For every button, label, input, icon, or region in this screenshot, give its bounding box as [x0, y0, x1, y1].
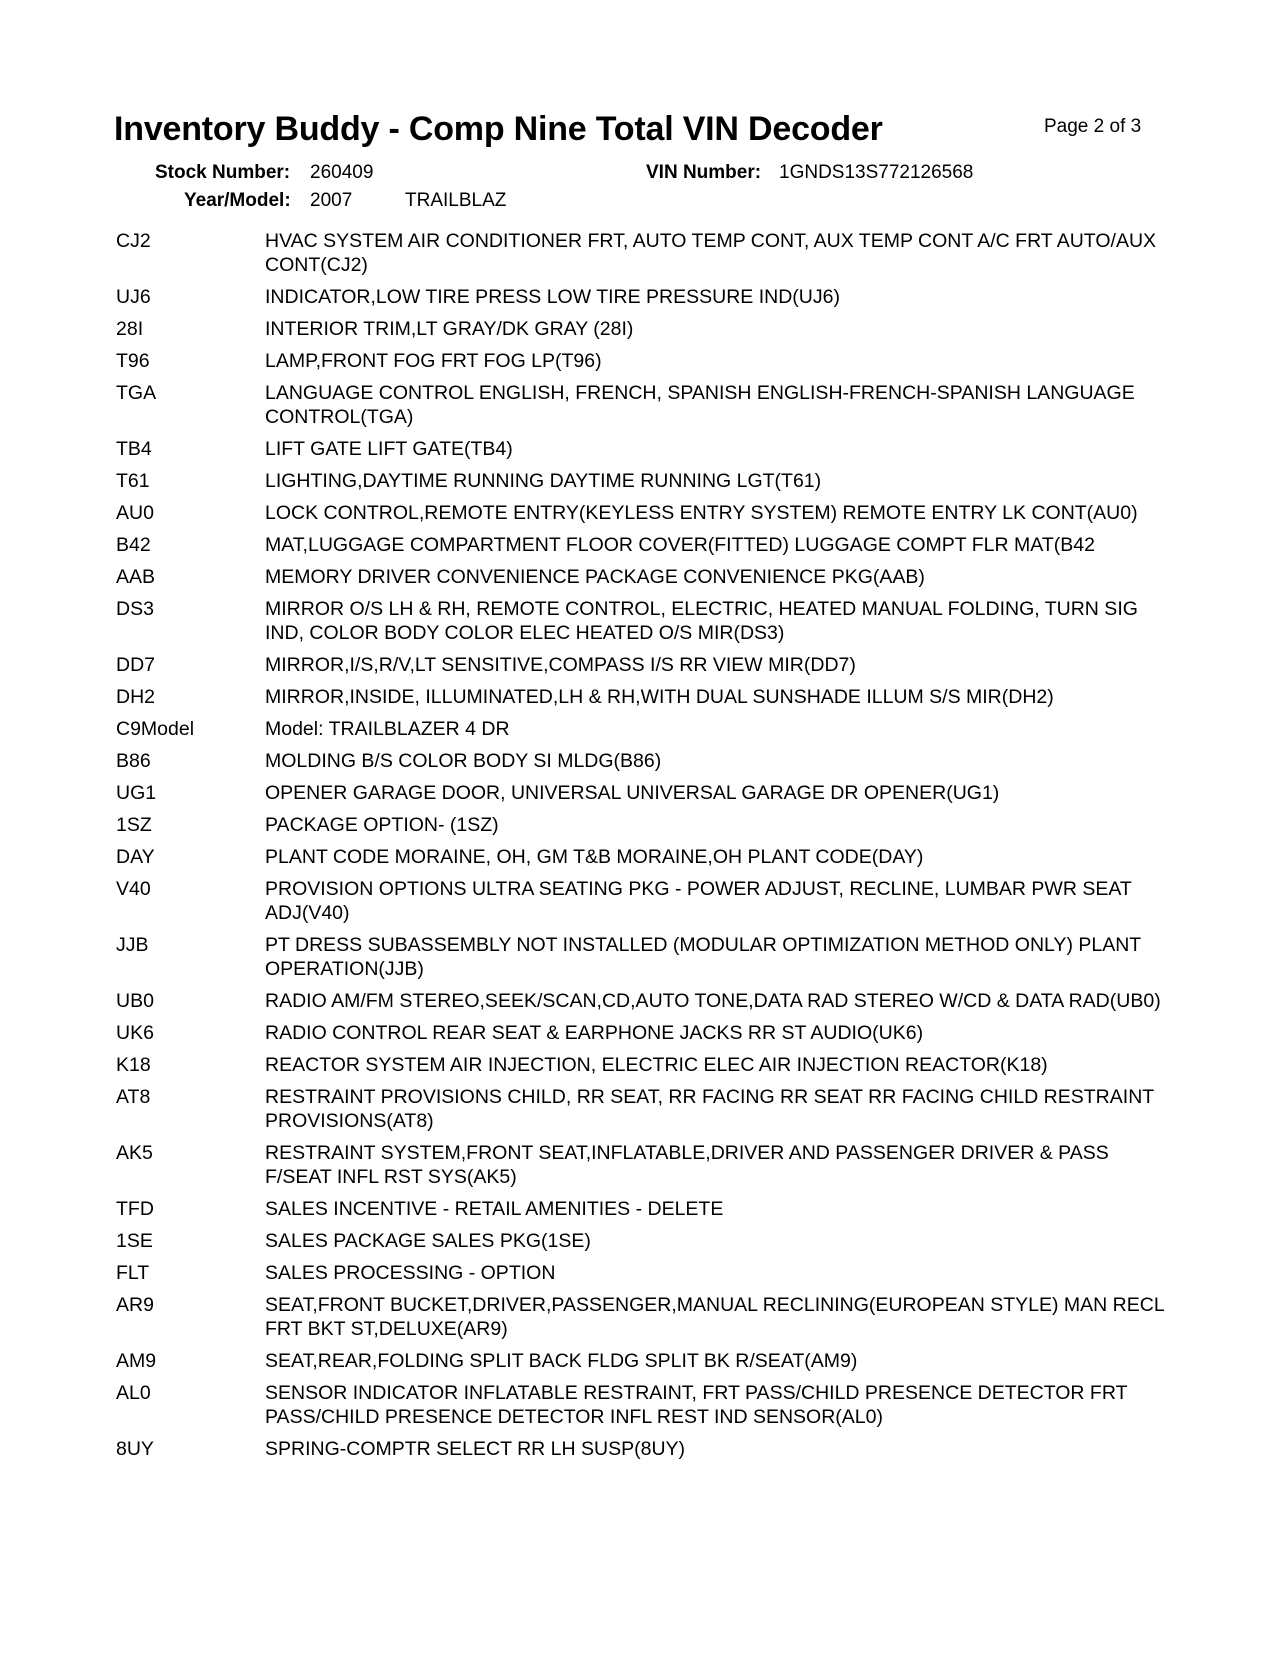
option-row [116, 229, 1176, 277]
option-code: T61 [116, 470, 150, 492]
stock-number-value: 260409 [310, 162, 374, 183]
option-code: DD7 [116, 654, 156, 676]
option-row [116, 533, 1176, 557]
option-row [116, 285, 1176, 309]
option-description: PROVISION OPTIONS ULTRA SEATING PKG - POWER ADJUST, RECLINE, LUMBAR PWR SEAT ADJ(V40) [265, 878, 1132, 924]
year-model-label: Year/Model: [184, 190, 291, 211]
option-row [116, 933, 1176, 981]
option-description: MIRROR,I/S,R/V,LT SENSITIVE,COMPASS I/S RR VIEW MIR(DD7) [265, 654, 856, 676]
option-row [116, 1197, 1176, 1221]
option-row [116, 437, 1176, 461]
option-description: OPENER GARAGE DOOR, UNIVERSAL UNIVERSAL GARAGE DR OPENER(UG1) [265, 782, 1000, 804]
option-row [116, 1021, 1176, 1045]
option-row [116, 877, 1176, 925]
option-code: AL0 [116, 1382, 151, 1404]
option-description: PLANT CODE MORAINE, OH, GM T&B MORAINE,OH PLANT CODE(DAY) [265, 846, 924, 868]
option-code: T96 [116, 350, 150, 372]
option-code: K18 [116, 1054, 151, 1076]
option-code: AK5 [116, 1142, 153, 1164]
option-row [116, 501, 1176, 525]
option-list [116, 229, 1176, 1469]
option-row [116, 653, 1176, 677]
option-code: V40 [116, 878, 151, 900]
option-row [116, 1349, 1176, 1373]
option-description: LANGUAGE CONTROL ENGLISH, FRENCH, SPANISH ENGLISH-FRENCH-SPANISH LANGUAGE CONTROL(TGA) [265, 382, 1135, 428]
option-description: INDICATOR,LOW TIRE PRESS LOW TIRE PRESSURE IND(UJ6) [265, 286, 840, 308]
option-code: B42 [116, 534, 151, 556]
option-code: TGA [116, 382, 157, 404]
option-description: PT DRESS SUBASSEMBLY NOT INSTALLED (MODULAR OPTIMIZATION METHOD ONLY) PLANT OPERATION(JJB) [265, 934, 1141, 980]
option-code: AR9 [116, 1294, 154, 1316]
option-code: UJ6 [116, 286, 151, 308]
page-number: Page 2 of 3 [1044, 116, 1142, 137]
option-code: DH2 [116, 686, 156, 708]
option-description: SEAT,REAR,FOLDING SPLIT BACK FLDG SPLIT BK R/SEAT(AM9) [265, 1350, 858, 1372]
option-code: JJB [116, 934, 149, 956]
option-row [116, 989, 1176, 1013]
option-row [116, 1437, 1176, 1461]
option-code: UK6 [116, 1022, 154, 1044]
page-title: Inventory Buddy - Comp Nine Total VIN Decoder [114, 110, 883, 148]
option-description: SEAT,FRONT BUCKET,DRIVER,PASSENGER,MANUAL RECLINING(EUROPEAN STYLE) MAN RECL FRT BKT ST,DELUXE(AR9) [265, 1294, 1164, 1340]
option-row [116, 381, 1176, 429]
option-row [116, 1381, 1176, 1429]
option-description: RADIO CONTROL REAR SEAT & EARPHONE JACKS RR ST AUDIO(UK6) [265, 1022, 924, 1044]
option-code: UB0 [116, 990, 154, 1012]
option-description: RADIO AM/FM STEREO,SEEK/SCAN,CD,AUTO TONE,DATA RAD STEREO W/CD & DATA RAD(UB0) [265, 990, 1161, 1012]
option-description: Model: TRAILBLAZER 4 DR [265, 718, 510, 740]
option-code: TFD [116, 1198, 154, 1220]
option-description: SPRING-COMPTR SELECT RR LH SUSP(8UY) [265, 1438, 686, 1460]
option-row [116, 1085, 1176, 1133]
option-code: TB4 [116, 438, 152, 460]
option-description: MIRROR,INSIDE, ILLUMINATED,LH & RH,WITH DUAL SUNSHADE ILLUM S/S MIR(DH2) [265, 686, 1054, 708]
option-description: HVAC SYSTEM AIR CONDITIONER FRT, AUTO TEMP CONT, AUX TEMP CONT A/C FRT AUTO/AUX CONT(CJ2) [265, 230, 1157, 276]
option-row [116, 469, 1176, 493]
option-row [116, 597, 1176, 645]
option-code: AM9 [116, 1350, 157, 1372]
option-row [116, 565, 1176, 589]
year-value: 2007 [310, 190, 353, 211]
option-description: PACKAGE OPTION- (1SZ) [265, 814, 499, 836]
option-description: LIFT GATE LIFT GATE(TB4) [265, 438, 513, 460]
option-code: B86 [116, 750, 151, 772]
option-row [116, 317, 1176, 341]
option-row [116, 1293, 1176, 1341]
option-code: C9Model [116, 718, 195, 740]
stock-number-label: Stock Number: [155, 162, 291, 183]
option-description: RESTRAINT SYSTEM,FRONT SEAT,INFLATABLE,DRIVER AND PASSENGER DRIVER & PASS F/SEAT INFL RST SYS(AK5) [265, 1142, 1109, 1188]
option-row [116, 349, 1176, 373]
option-row [116, 717, 1176, 741]
option-code: 28I [116, 318, 144, 340]
option-row [116, 1053, 1176, 1077]
option-code: 8UY [116, 1438, 154, 1460]
option-description: SALES PACKAGE SALES PKG(1SE) [265, 1230, 591, 1252]
option-description: SALES INCENTIVE - RETAIL AMENITIES - DELETE [265, 1198, 724, 1220]
option-code: UG1 [116, 782, 157, 804]
option-row [116, 1229, 1176, 1253]
option-description: INTERIOR TRIM,LT GRAY/DK GRAY (28I) [265, 318, 634, 340]
option-description: SALES PROCESSING - OPTION [265, 1262, 556, 1284]
option-code: 1SZ [116, 814, 152, 836]
option-description: MOLDING B/S COLOR BODY SI MLDG(B86) [265, 750, 662, 772]
option-description: LIGHTING,DAYTIME RUNNING DAYTIME RUNNING LGT(T61) [265, 470, 822, 492]
option-code: DS3 [116, 598, 154, 620]
option-description: LAMP,FRONT FOG FRT FOG LP(T96) [265, 350, 602, 372]
model-value: TRAILBLAZ [405, 190, 507, 211]
option-description: REACTOR SYSTEM AIR INJECTION, ELECTRIC ELEC AIR INJECTION REACTOR(K18) [265, 1054, 1048, 1076]
option-row [116, 781, 1176, 805]
option-code: AU0 [116, 502, 154, 524]
option-row [116, 1261, 1176, 1285]
option-code: AAB [116, 566, 156, 588]
option-row [116, 845, 1176, 869]
option-code: DAY [116, 846, 155, 868]
vin-number-label: VIN Number: [646, 162, 762, 183]
option-code: CJ2 [116, 230, 151, 252]
option-description: RESTRAINT PROVISIONS CHILD, RR SEAT, RR FACING RR SEAT RR FACING CHILD RESTRAINT PROVISIONS(AT8) [265, 1086, 1154, 1132]
option-row [116, 749, 1176, 773]
option-row [116, 813, 1176, 837]
option-row [116, 685, 1176, 709]
option-code: AT8 [116, 1086, 151, 1108]
vin-number-value: 1GNDS13S772126568 [779, 162, 974, 183]
option-description: MAT,LUGGAGE COMPARTMENT FLOOR COVER(FITTED) LUGGAGE COMPT FLR MAT(B42 [265, 534, 1095, 556]
option-description: LOCK CONTROL,REMOTE ENTRY(KEYLESS ENTRY SYSTEM) REMOTE ENTRY LK CONT(AU0) [265, 502, 1138, 524]
option-row [116, 1141, 1176, 1189]
option-description: SENSOR INDICATOR INFLATABLE RESTRAINT, FRT PASS/CHILD PRESENCE DETECTOR FRT PASS/CHILD PRESENCE DETECTOR INFL REST IND SENSOR(AL0) [265, 1382, 1128, 1428]
option-code: FLT [116, 1262, 150, 1284]
option-description: MEMORY DRIVER CONVENIENCE PACKAGE CONVENIENCE PKG(AAB) [265, 566, 925, 588]
option-description: MIRROR O/S LH & RH, REMOTE CONTROL, ELECTRIC, HEATED MANUAL FOLDING, TURN SIG IND, COLOR BODY COLOR ELEC HEATED O/S MIR(DS3) [265, 598, 1138, 644]
option-code: 1SE [116, 1230, 153, 1252]
